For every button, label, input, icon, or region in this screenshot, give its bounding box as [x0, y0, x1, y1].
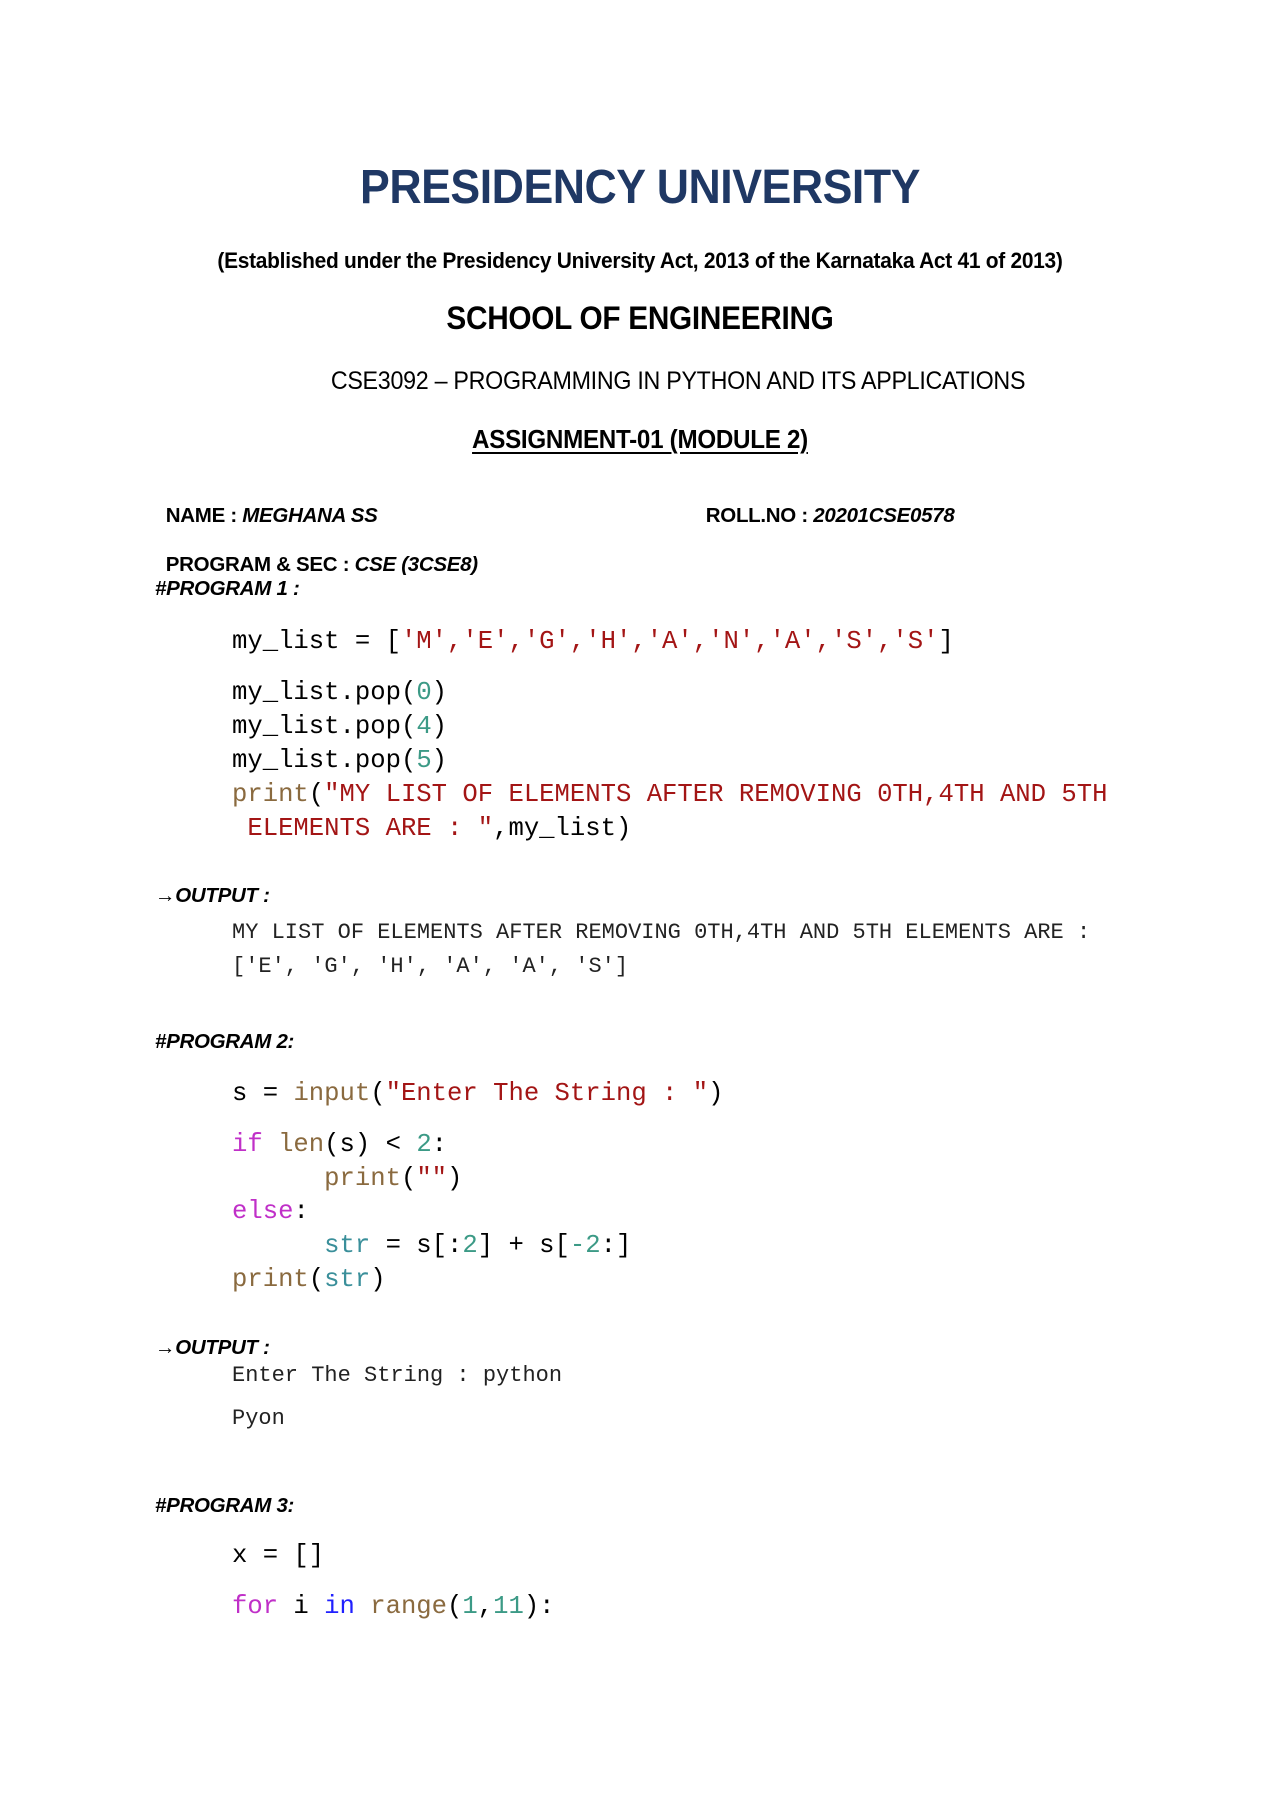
program-2-code-line-3: print("") [324, 1164, 463, 1193]
roll-label: ROLL.NO : [705, 504, 814, 527]
program-1-code-line-3: my_list.pop(4) [232, 712, 448, 741]
roll-value: 20201CSE0578 [813, 504, 955, 527]
program-2-code-line-2: if len(s) < 2: [232, 1130, 448, 1159]
program-1-code-line-2: my_list.pop(0) [232, 678, 448, 707]
name-label: NAME : [165, 504, 243, 527]
student-roll [695, 480, 954, 528]
program-2-code-line-4: else: [232, 1197, 309, 1226]
assignment-title: ASSIGNMENT-01 (MODULE 2) [472, 424, 808, 454]
program-value: CSE (3CSE8) [354, 553, 478, 576]
program-2-output-line-1: Enter The String : python [232, 1363, 563, 1388]
program-2-code-line-6: print(str) [232, 1265, 386, 1294]
arrow-right-icon: → [155, 884, 176, 907]
established-note: (Established under the Presidency University Act, 2013 of the Karnataka Act 41 of 2013) [217, 248, 1063, 273]
university-title: PRESIDENCY UNIVERSITY [360, 161, 920, 214]
school-name: SCHOOL OF ENGINEERING [446, 300, 834, 336]
program-1-code-line-1: my_list = ['M','E','G','H','A','N','A','S','S'] [232, 627, 954, 656]
program-1-output-line-2: ['E', 'G', 'H', 'A', 'A', 'S'] [232, 954, 629, 979]
program-2-output-label: →OUTPUT : [155, 1336, 270, 1359]
program-3-heading: #PROGRAM 3: [155, 1494, 295, 1517]
student-name [155, 480, 377, 528]
program-1-code-line-5: print("MY LIST OF ELEMENTS AFTER REMOVING 0TH,4TH AND 5TH [232, 780, 1108, 809]
program-1-output-line-1: MY LIST OF ELEMENTS AFTER REMOVING 0TH,4TH AND 5TH ELEMENTS ARE : [232, 920, 1091, 945]
program-2-output-line-2: Pyon [232, 1406, 285, 1431]
program-2-heading: #PROGRAM 2: [155, 1030, 295, 1053]
name-value: MEGHANA SS [242, 504, 378, 527]
program-3-code-line-2: for i in range(1,11): [232, 1592, 555, 1621]
program-2-code-line-5: str = s[:2] + s[-2:] [324, 1231, 632, 1260]
program-2-code-line-1: s = input("Enter The String : ") [232, 1079, 724, 1108]
student-program [155, 529, 478, 577]
program-1-code-line-6: ELEMENTS ARE : ",my_list) [232, 814, 632, 843]
arrow-right-icon: → [155, 1336, 176, 1359]
program-1-heading: #PROGRAM 1 : [155, 577, 300, 600]
program-3-code-line-1: x = [] [232, 1541, 325, 1570]
program-label: PROGRAM & SEC : [165, 553, 355, 576]
program-1-code-line-4: my_list.pop(5) [232, 746, 448, 775]
course-title: CSE3092 – PROGRAMMING IN PYTHON AND ITS APPLICATIONS [330, 367, 1026, 395]
program-1-output-label: →OUTPUT : [155, 884, 270, 907]
